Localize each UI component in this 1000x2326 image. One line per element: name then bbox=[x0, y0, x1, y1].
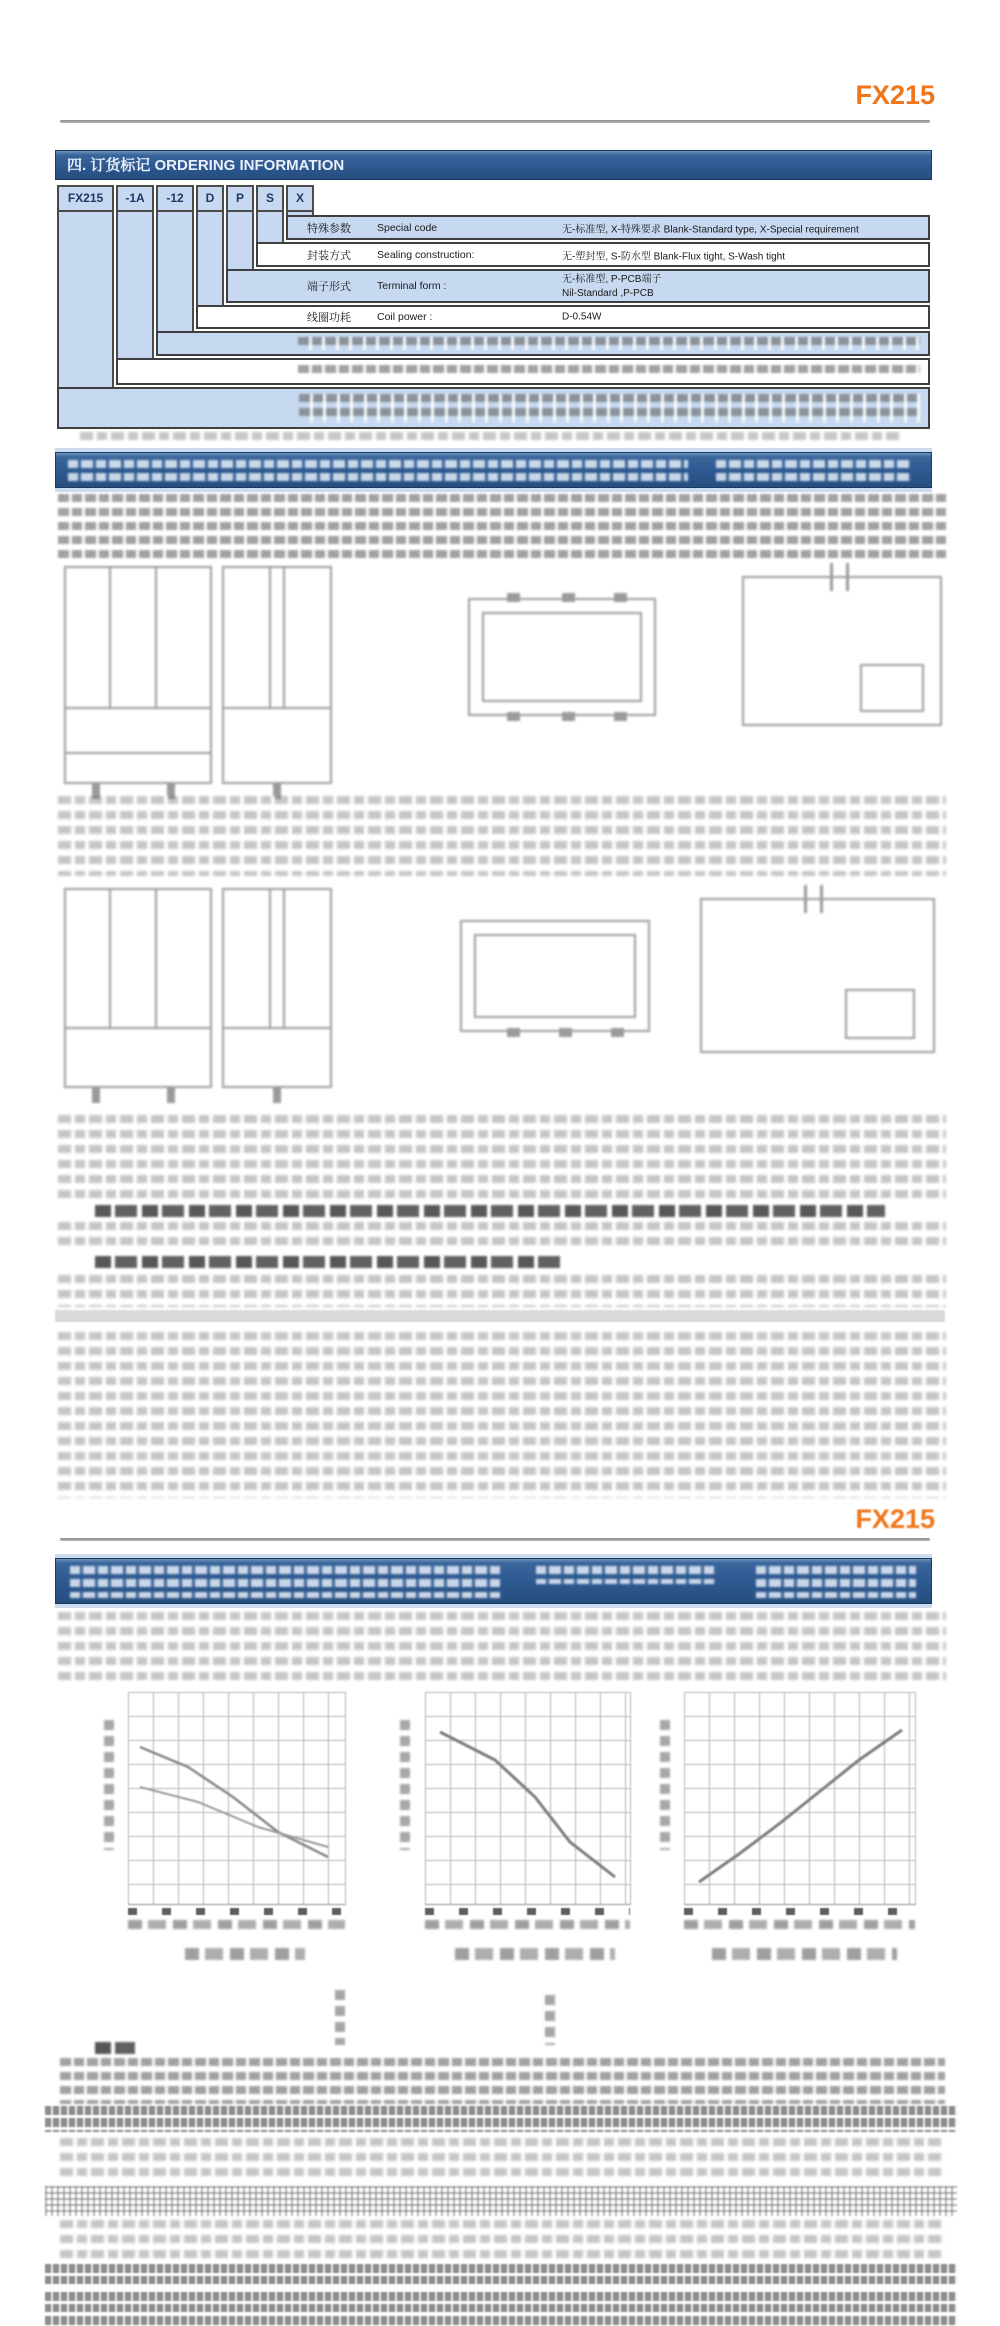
redacted-text-block bbox=[58, 1332, 946, 1498]
redacted-header-text bbox=[68, 460, 688, 482]
outline-drawing-bottom-view bbox=[468, 598, 656, 716]
row-label-cn: 封装方式 bbox=[307, 249, 351, 262]
row-label-cn: 线圈功耗 bbox=[307, 312, 351, 324]
redacted-header-text bbox=[70, 1566, 500, 1598]
ordering-row-coil-power bbox=[196, 305, 930, 329]
redacted-text bbox=[298, 365, 920, 378]
connector-column-contact bbox=[116, 212, 154, 360]
section-header-ordering: 四. 订货标记 ORDERING INFORMATION bbox=[55, 150, 932, 180]
redacted-text-block bbox=[58, 1222, 946, 1252]
redacted-text-block bbox=[60, 2220, 945, 2260]
chart-1-ticks bbox=[128, 1908, 345, 1915]
chart-3-ticks bbox=[684, 1908, 915, 1915]
wiring-diagram bbox=[742, 576, 942, 726]
redacted-annotation bbox=[335, 1990, 345, 2045]
ordering-row-sealing bbox=[256, 242, 930, 267]
characteristic-chart-2 bbox=[425, 1692, 631, 1905]
connector-column-coil-power bbox=[196, 212, 224, 307]
row-label-en: Coil power : bbox=[377, 311, 433, 323]
ordering-row-redacted-voltage bbox=[156, 331, 930, 356]
row-value-line1: 无-标准型, P-PCB端子 bbox=[562, 274, 662, 285]
code-box-coil-power: D bbox=[196, 185, 224, 212]
row-label-en: Sealing construction: bbox=[377, 248, 475, 261]
redacted-text-block bbox=[58, 1115, 946, 1200]
outline-drawing-side-view bbox=[222, 566, 332, 784]
row-value: 无-标准型, X-特殊要求 Blank-Standard type, X-Special requirement bbox=[562, 224, 859, 235]
redacted-text-block bbox=[60, 2138, 945, 2182]
redacted-bold-line bbox=[95, 1256, 565, 1268]
redacted-chart-caption bbox=[712, 1948, 897, 1960]
characteristic-chart-1 bbox=[128, 1692, 346, 1905]
outline-drawing-front-view bbox=[64, 566, 212, 784]
redacted-text-block bbox=[58, 1275, 946, 1307]
section-header-outline-dimensions bbox=[55, 452, 932, 488]
pcb-layout-drawing bbox=[460, 920, 650, 1032]
redacted-y-axis-label bbox=[104, 1720, 114, 1850]
chart-1-curve bbox=[128, 1692, 345, 1904]
chart-3-curve bbox=[684, 1692, 915, 1904]
code-box-contact: -1A bbox=[116, 185, 154, 212]
connector-column-terminal bbox=[226, 212, 254, 271]
code-box-model: FX215 bbox=[57, 185, 114, 212]
redacted-text bbox=[299, 394, 920, 422]
redacted-tick-labels bbox=[684, 1920, 915, 1929]
redacted-annotation bbox=[545, 1995, 555, 2045]
section-divider bbox=[60, 1538, 930, 1541]
chart-2-ticks bbox=[425, 1908, 630, 1915]
redacted-chart-caption bbox=[455, 1948, 615, 1960]
redacted-dense-text bbox=[45, 2292, 957, 2312]
redacted-header-text bbox=[716, 460, 911, 482]
code-box-special: X bbox=[286, 185, 314, 212]
wiring-diagram-2 bbox=[700, 898, 935, 1053]
row-label-en: Terminal form : bbox=[377, 280, 447, 292]
section-header-characteristic-curves bbox=[55, 1558, 932, 1604]
redacted-text-block bbox=[80, 432, 900, 447]
ordering-row-redacted-contact bbox=[116, 358, 930, 385]
outline-drawing-front-view-2 bbox=[64, 888, 212, 1088]
row-value-line2: Nil-Standard ,P-PCB bbox=[562, 288, 654, 299]
chart-2-curve bbox=[425, 1692, 630, 1904]
brand-logo-footer-section: FX215 bbox=[855, 1504, 935, 1534]
redacted-y-axis-label bbox=[660, 1720, 670, 1850]
redacted-header-text bbox=[536, 1566, 716, 1584]
top-divider bbox=[60, 120, 930, 123]
redacted-header-text bbox=[756, 1566, 916, 1598]
redacted-dense-text bbox=[45, 2106, 957, 2132]
redacted-dense-text bbox=[45, 2316, 957, 2326]
redacted-text bbox=[298, 337, 920, 350]
ordering-row-terminal bbox=[226, 269, 930, 303]
row-label-cn: 端子形式 bbox=[307, 281, 351, 293]
row-value: 无-塑封型, S-防水型 Blank-Flux tight, S-Wash tight bbox=[562, 251, 786, 262]
redacted-tick-labels bbox=[128, 1920, 345, 1929]
redacted-chart-caption bbox=[185, 1948, 305, 1960]
redacted-tick-labels bbox=[425, 1920, 630, 1929]
redacted-dotted-band bbox=[45, 2186, 957, 2216]
redacted-y-axis-label bbox=[400, 1720, 410, 1850]
row-label-en: Special code bbox=[377, 221, 438, 234]
redacted-note-label bbox=[95, 2042, 135, 2054]
brand-logo: FX215 bbox=[855, 80, 935, 110]
ordering-row-redacted-model bbox=[57, 387, 930, 429]
redacted-bold-line bbox=[95, 1205, 885, 1217]
code-box-sealing: S bbox=[256, 185, 284, 212]
code-box-terminal: P bbox=[226, 185, 254, 212]
characteristic-chart-3 bbox=[684, 1692, 916, 1905]
connector-column-sealing bbox=[256, 212, 284, 244]
ordering-row-special-code bbox=[286, 215, 930, 240]
redacted-highlight-bar bbox=[55, 1310, 945, 1322]
code-box-voltage: -12 bbox=[156, 185, 194, 212]
redacted-text-block bbox=[60, 2058, 945, 2104]
redacted-text-block bbox=[58, 796, 946, 876]
row-value: D-0.54W bbox=[562, 311, 602, 323]
connector-column-model bbox=[57, 212, 114, 389]
redacted-dense-text bbox=[45, 2264, 957, 2284]
outline-drawing-side-view-2 bbox=[222, 888, 332, 1088]
redacted-text-block bbox=[58, 1612, 946, 1682]
redacted-text-block bbox=[58, 494, 946, 558]
connector-column-voltage bbox=[156, 212, 194, 333]
ordering-code-tree bbox=[55, 185, 932, 431]
row-label-cn: 特殊参数 bbox=[307, 222, 351, 235]
